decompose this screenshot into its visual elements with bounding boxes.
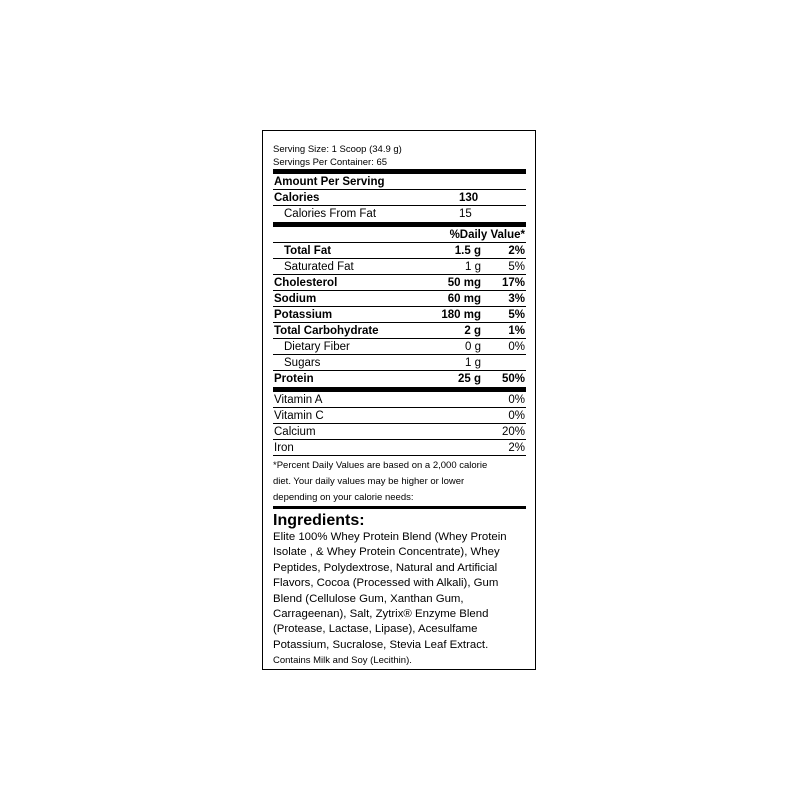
nutrient-amount: 25 g (457, 373, 481, 385)
nutrient-name: Sugars (284, 357, 321, 369)
ingredients-line: Potassium, Sucralose, Stevia Leaf Extract. (273, 638, 489, 651)
ingredients-line: Peptides, Polydextrose, Natural and Artificial (273, 561, 498, 574)
nutrient-dv: 0% (508, 341, 525, 353)
calories-from-fat-value: 15 (459, 208, 472, 220)
ingredients-title: Ingredients: (273, 512, 365, 529)
nutrient-row (273, 339, 526, 355)
nutrient-row (273, 243, 526, 259)
vitamin-dv: 20% (501, 426, 525, 438)
nutrition-facts-label (262, 130, 536, 670)
nutrient-dv: 2% (508, 245, 525, 257)
nutrition-facts-content (273, 143, 526, 668)
vitamin-row (273, 408, 526, 424)
servings-per-container: Servings Per Container: 65 (273, 157, 388, 168)
nutrient-dv: 5% (508, 309, 525, 321)
footnote-line: *Percent Daily Values are based on a 2,000 calorie (273, 460, 488, 471)
vitamin-dv: 2% (508, 442, 525, 454)
ingredients-line: Blend (Cellulose Gum, Xanthan Gum, (273, 592, 464, 605)
nutrient-dv: 3% (508, 293, 525, 305)
nutrient-dv: 17% (501, 277, 525, 289)
nutrient-row (273, 371, 526, 387)
nutrient-name: Sodium (274, 293, 317, 305)
nutrient-dv: 50% (501, 373, 525, 385)
vitamin-name: Calcium (274, 426, 316, 438)
vitamin-name: Vitamin A (274, 394, 323, 406)
calories-from-fat-label: Calories From Fat (284, 208, 377, 220)
nutrient-name: Saturated Fat (284, 261, 354, 273)
vitamin-row (273, 440, 526, 456)
nutrient-row (273, 307, 526, 323)
nutrient-amount: 1.5 g (454, 245, 481, 257)
nutrient-amount: 60 mg (447, 293, 481, 305)
calories-value: 130 (459, 192, 479, 204)
ingredients-line: Isolate , & Whey Protein Concentrate), Whey (273, 546, 500, 559)
nutrient-dv: 1% (508, 325, 525, 337)
vitamin-dv: 0% (508, 410, 525, 422)
nutrient-name: Potassium (274, 309, 333, 321)
nutrient-name: Cholesterol (274, 277, 338, 289)
nutrient-row (273, 323, 526, 339)
nutrient-row (273, 275, 526, 291)
nutrient-amount: 1 g (465, 357, 481, 369)
nutrient-amount: 0 g (465, 341, 481, 353)
footnote-line: depending on your calorie needs: (273, 492, 414, 503)
ingredients-line: Carrageenan), Salt, Zytrix® Enzyme Blend (273, 608, 489, 621)
nutrient-name: Dietary Fiber (284, 341, 350, 353)
serving-size: Serving Size: 1 Scoop (34.9 g) (273, 144, 402, 155)
nutrient-row (273, 355, 526, 371)
vitamin-name: Iron (274, 442, 294, 454)
thick-divider (273, 506, 526, 509)
nutrient-name: Protein (274, 373, 314, 385)
daily-value-header: %Daily Value* (449, 229, 525, 241)
vitamin-dv: 0% (508, 394, 525, 406)
nutrient-amount: 180 mg (441, 309, 481, 321)
ingredients-line: Flavors, Cocoa (Processed with Alkali), Gum (273, 577, 499, 590)
vitamin-name: Vitamin C (274, 410, 324, 422)
nutrient-amount: 2 g (464, 325, 481, 337)
nutrient-name: Total Carbohydrate (274, 325, 379, 337)
amount-per-serving-label: Amount Per Serving (274, 176, 385, 188)
calories-from-fat-row (273, 206, 526, 222)
ingredients-line: Elite 100% Whey Protein Blend (Whey Protein (273, 531, 507, 543)
ingredients-line: (Protease, Lactase, Lipase), Acesulfame (273, 623, 478, 636)
vitamin-row (273, 392, 526, 408)
calories-label: Calories (274, 192, 320, 204)
allergen-statement: Contains Milk and Soy (Lecithin). (273, 655, 412, 667)
nutrient-name: Total Fat (284, 245, 332, 257)
amount-per-serving-row (273, 174, 526, 190)
nutrient-row (273, 291, 526, 307)
daily-value-footnote (273, 458, 526, 506)
nutrient-row (273, 259, 526, 275)
ingredients-list (273, 530, 526, 653)
calories-row (273, 190, 526, 206)
nutrient-amount: 1 g (465, 261, 481, 273)
nutrient-dv: 5% (508, 261, 525, 273)
vitamin-row (273, 424, 526, 440)
daily-value-header-row (273, 227, 526, 243)
nutrient-amount: 50 mg (447, 277, 481, 289)
footnote-line: diet. Your daily values may be higher or lower (273, 476, 465, 487)
